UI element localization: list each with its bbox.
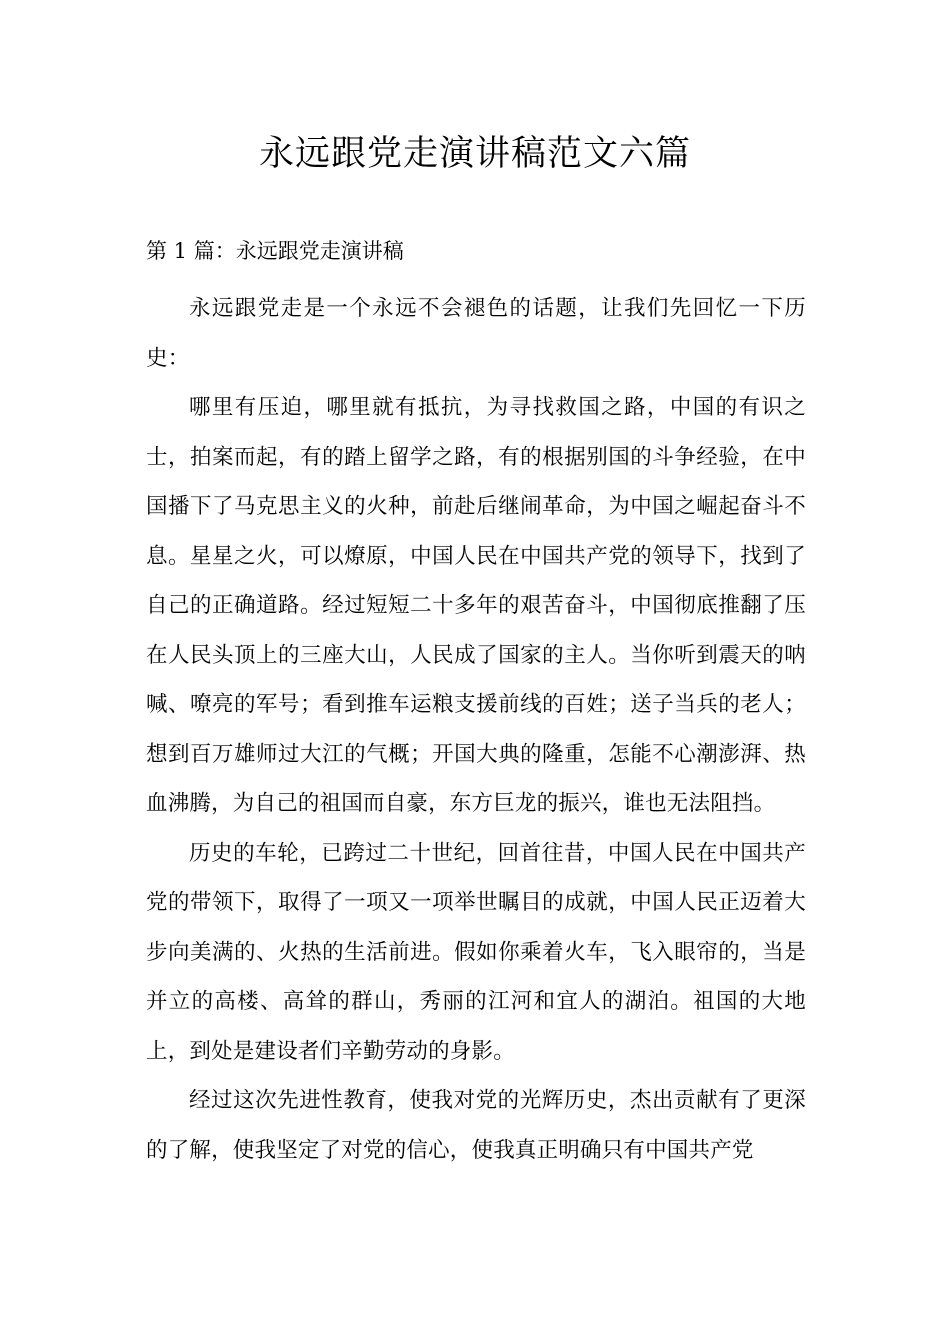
paragraph-3: 历史的车轮，已跨过二十世纪，回首往昔，中国人民在中国共产党的带领下，取得了一项又一项举世瞩目的成就，中国人民正迈着大步向美满的、火热的生活前进。假如你乘着火车，飞入眼帘的，当是并立的高楼、高耸的群山，秀丽的江河和宜人的湖泊。祖国的大地上，到处是建设者们辛勤劳动的身影。 (146, 840, 806, 1064)
document-body (146, 284, 806, 1175)
paragraph-2: 哪里有压迫，哪里就有抵抗，为寻找救国之路，中国的有识之士，拍案而起，有的踏上留学之路，有的根据别国的斗争经验，在中国播下了马克思主义的火种，前赴后继闹革命，为中国之崛起奋斗不息。星星之火，可以燎原，中国人民在中国共产党的领导下，找到了自己的正确道路。经过短短二十多年的艰苦奋斗，中国彻底推翻了压在人民头顶上的三座大山，人民成了国家的主人。当你听到震天的呐喊、嘹亮的军号；看到推车运粮支援前线的百姓；送子当兵的老人；想到百万雄师过大江的气概；开国大典的隆重，怎能不心潮澎湃、热血沸腾，为自己的祖国而自豪，东方巨龙的振兴，谁也无法阻挡。 (146, 395, 806, 816)
document-title: 永远跟党走演讲稿范文六篇 (258, 134, 691, 174)
paragraph-4: 经过这次先进性教育，使我对党的光辉历史，杰出贡献有了更深的了解，使我坚定了对党的信心，使我真正明确只有中国共产党 (146, 1088, 806, 1163)
section-heading: 第 1 篇：永远跟党走演讲稿 (146, 239, 404, 263)
paragraph-1: 永远跟党走是一个永远不会褪色的话题，让我们先回忆一下历史： (146, 296, 806, 371)
